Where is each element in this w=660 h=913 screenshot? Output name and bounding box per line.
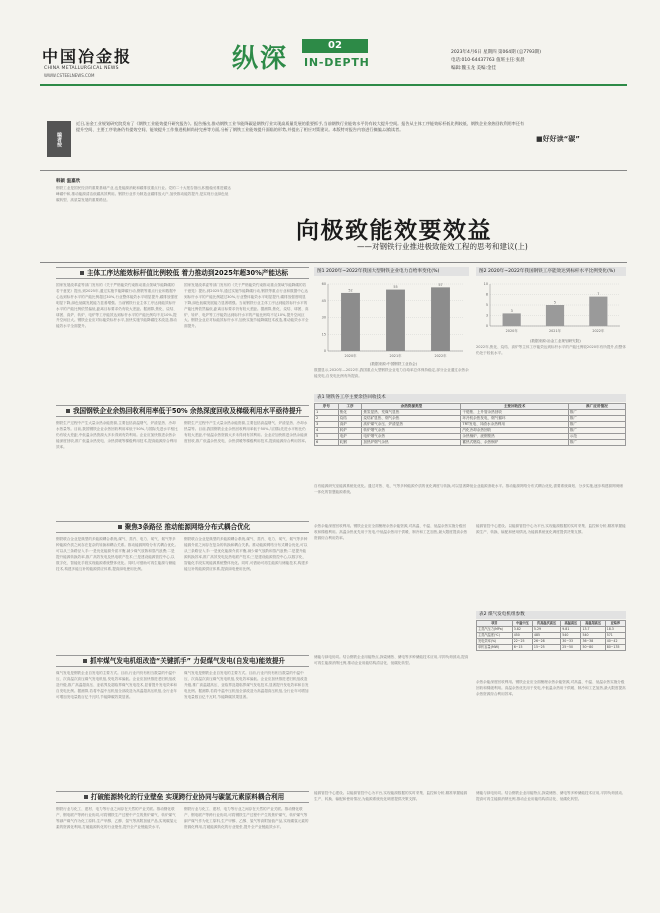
y-tick-label: 45 — [321, 298, 326, 303]
table-cell: 40~42 — [605, 639, 625, 645]
table-cell: 示范 — [568, 434, 625, 440]
table-cell: 蓄热式燃烧、余热锅炉 — [461, 440, 568, 446]
section-body-5a: 钢铁行业与化工、建材、电力等行业之间存在天然的产业关联。推动钢化联产、钢电联产等跨行业协同,可将钢铁生产过程中产生的焦炉煤气、转炉煤气等副产煤气作为化工原料,生产甲醇、乙醇、氢气等高附加值产品,实现碳氢元素的资源化利用,打破能源转化的行业壁垒,提升全产业链能效水平。 — [56, 807, 177, 829]
chart1-caption: 图1 2020年~2022年我国大型钢铁企业电力自给率变化(%) — [314, 267, 469, 276]
data-label: 55 — [393, 285, 398, 290]
table-cell: 电炉烟气余热 — [362, 434, 461, 440]
table-cell: 25~50 — [561, 645, 581, 651]
table1-header-cell: 工序 — [338, 404, 362, 410]
table-cell: 推广 — [568, 428, 625, 434]
table-cell: 50~80 — [581, 645, 605, 651]
section-body-3a: 钢铁联合企业是典型的多能源耦合系统,煤气、蒸汽、电力、氧气、氮气等多种能源介质之间存在复杂的转换和耦合关系。推动能源网络分布式耦合优化,可以从三条路径入手:一是优化能源介质平衡,减少煤气放散和蒸汽浪费;二是提升能源转换效率,推广高效发电及热电联产技术;三是建设能源管控中心,以数字化、智能化手段实现能源系统整体优化。同时,可借助可再生能源与储能技术,构建多能互补的能源供应体系,提高绿电使用比例。 — [56, 537, 176, 571]
table-cell: 推广 — [568, 440, 625, 446]
table-cell: 焦炭显热、荒煤气显热 — [362, 410, 461, 416]
x-tick-label: 2022年 — [592, 329, 605, 333]
table-cell: 高炉煤气余压、炉渣显热 — [362, 422, 461, 428]
bar — [431, 287, 450, 351]
y-tick-label: 10 — [483, 282, 488, 287]
byline: 韩颖 温嘉欣 — [56, 179, 81, 184]
section-heading-4 — [56, 655, 309, 667]
table-cell: 485 — [532, 633, 560, 639]
data-label: 3 — [510, 308, 513, 313]
section-heading-4-text: 抓牢煤气发电机组改造“关键抓手” 力促煤气发电(自发电)能效提升 — [89, 657, 286, 665]
editor-note-text: 近日,冶金工业规划研究院发布了《钢铁工业能效提升研究报告》。报告指出,推动钢铁工业节能降碳是钢铁行业实现高质量发展的重要抓手,当前钢铁行业能效水平仍有较大提升空间。报告从主体工序能效标杆低比例较低、钢铁企业余热回收利用率还有提升空间、主要工序装备仍有提效空间、能效提升工作推进机制尚待完善等方面,分析了钢铁工业能效提升面临的形势,并提出了相应对策建议。本版特对报告内容进行摘编,以飨读者。 — [76, 121, 525, 132]
table-cell: 转炉 — [338, 428, 362, 434]
table-cell: 22~25 — [512, 639, 532, 645]
table2-header-cell: 亚临界 — [605, 621, 625, 627]
editor-note-label: 编者按 — [47, 121, 71, 157]
data-label: 5 — [553, 300, 557, 305]
bar — [503, 313, 521, 326]
bar — [589, 297, 607, 326]
table-cell: 15~25 — [532, 645, 560, 651]
section-heading-5-text: 打破能源转化的行业壁垒 实现跨行业协同与碳氢元素原料耦合利用 — [90, 793, 285, 801]
section-heading-3-text: 聚焦3条路径 推动能源网络分布式耦合优化 — [124, 523, 251, 531]
table-cell: 3 — [315, 422, 339, 428]
chart2-description: 2022年,焦化、烧结、高炉等主体工序能效达到标杆水平的产能比例较2020年有所提升,但整体仍处于较低水平。 — [476, 345, 626, 355]
table1-header-cell: 序号 — [315, 404, 339, 410]
right-column-text-1: 余热余能深度回收利用。钢铁企业应全面梳理余热余能资源,对高温、中温、低温余热实施分级回收和梯级利用。高温余热优先用于发电,中低温余热用于供暖、制冷和工艺加热,最大限度提高余热资源综合利用效率。 — [314, 524, 468, 540]
table-cell: 4 — [315, 428, 339, 434]
data-label: 7 — [597, 292, 600, 297]
table-cell: 烧结 — [338, 416, 362, 422]
table1-followup-text: 自有能源研究室能源系统化优化。通过对热、电、气等多种能源介质的优化调度与转换,可以显著降低企业能源消耗水平。推动能源网络分布式耦合优化,需要系统谋划、分步实施,逐步构建源网荷储一体化的智慧能源系统。 — [314, 484, 623, 494]
table-cell: 571 — [605, 633, 625, 639]
table-cell: 推广 — [568, 422, 625, 428]
y-tick-label: 30 — [321, 315, 326, 320]
contact-line: 电话:010-64437763 值班主任:张晨 — [451, 58, 525, 63]
table-cell: 13.7 — [581, 627, 605, 633]
table-row — [315, 440, 626, 446]
section-body-4a: 煤气发电是钢铁企业自发电的主要方式。目前,行业内仍有相当数量的中温中压、次高温次高压煤气发电机组,发电效率偏低。企业应加快推进老旧机组改造升级,推广高温超高压、亚临界及超临界煤气发电技术,显著提升发电效率和自发电比例。据测算,若将中温中压机组全部改造为高温超高压机组,全行业年可增加发电量数百亿千瓦时,节能降碳效果显著。 — [56, 671, 177, 699]
section-heading-3 — [56, 521, 309, 533]
section-body-5b: 钢铁行业与化工、建材、电力等行业之间存在天然的产业关联。推动钢化联产、钢电联产等跨行业协同,可将钢铁生产过程中产生的焦炉煤气、转炉煤气等副产煤气作为化工原料,生产甲醇、乙醇、氢气等高附加值产品,实现碳氢元素的资源化利用,打破能源转化的行业壁垒,提升全产业链能效水平。 — [184, 807, 309, 829]
table-cell: 1 — [315, 410, 339, 416]
chart2-note: (数据来源:冶金工业规划研究院) — [530, 339, 581, 343]
section-body-3b: 钢铁联合企业是典型的多能源耦合系统,煤气、蒸汽、电力、氧气、氮气等多种能源介质之间存在复杂的转换和耦合关系。推动能源网络分布式耦合优化,可以从三条路径入手:一是优化能源介质平衡,减少煤气放散和蒸汽浪费;二是提升能源转换效率,推广高效发电及热电联产技术;三是建设能源管控中心,以数字化、智能化手段实现能源系统整体优化。同时,可借助可再生能源与储能技术,构建多能互补的能源供应体系,提高绿电使用比例。 — [184, 537, 309, 571]
section-body-1b: 国家发展改革委等部门发布的《关于严格能效约束推动重点领域节能降碳的若干意见》提出,到2025年,通过实施节能降碳行动,钢铁等重点行业和数据中心达到标杆水平的产能比例超过30%,行业整体能效水平明显提升,碳排放强度明显下降,绿色低碳发展能力显著增强。当前钢铁行业主体工序达到能效标杆水平的产能比例依然偏低,距离目标要求仍有较大差距。据测算,焦化、烧结、球团、高炉、转炉、电炉等工序能效达到标杆水平的产能比例均不足10%,提升空间巨大。钢铁企业应对标能效标杆水平,加快实施节能降碳技术改造,推动能效水平全面提升。 — [184, 283, 309, 329]
section-heading-5 — [56, 791, 309, 803]
table-cell: 3.82 — [512, 627, 532, 633]
bar — [546, 305, 564, 326]
page-number-box: 02 — [302, 39, 368, 53]
section-title-cn: 纵深 — [232, 44, 289, 74]
table-cell: 汽化冷却余热回收 — [461, 428, 568, 434]
section-heading-2-text: 我国钢铁企业余热回收利用率低于50% 余热深度回收及梯级利用水平亟待提升 — [72, 407, 303, 415]
table-cell: 干熄焦、上升管余热回收 — [461, 410, 568, 416]
x-tick-label: 2022年 — [434, 354, 447, 358]
website-url: WWW.CSTEELNEWS.COM — [44, 73, 95, 78]
chart1-description: 数据显示,2020年—2022年,我国重点大型钢铁企业电力自给率总体保持稳定,部分企业通过余热余能发电,自发电比例有所提高。 — [314, 368, 469, 378]
table2-header-cell: 中温中压 — [512, 621, 532, 627]
table-cell: 9.81 — [561, 627, 581, 633]
date-line: 2023年4月6日 星期四 第064期 (总7793期) — [451, 50, 542, 55]
table-cell: 5 — [315, 434, 339, 440]
table2 — [476, 620, 626, 651]
table-cell: 加热炉烟气余热 — [362, 440, 461, 446]
right-column-text-5: 能源管控中心建设。以能源管控中心为平台,实现能源数据的实时采集、监控和分析,精准掌握能源生产、转换、输配和使用情况,为能源系统优化调度提供决策支撑。 — [314, 791, 468, 801]
section-heading-2 — [56, 405, 309, 417]
table2-header-cell: 项目 — [477, 621, 513, 627]
section-heading-1-text: 主体工序达能效标杆值比例较低 着力推动到2025年超30%产能达标 — [86, 269, 289, 277]
table-cell: 540 — [581, 633, 605, 639]
table-cell: TRT发电、冲渣水余热利用 — [461, 422, 568, 428]
table2-header-cell: 次高温次高压 — [532, 621, 560, 627]
table-cell: 单机容量(MW) — [477, 645, 513, 651]
editor-line: 编辑:魏玉龙 美编:金佳 — [451, 66, 496, 71]
y-tick-label: 5 — [485, 303, 488, 308]
subheadline: ——对钢铁行业推进极致能效工程的思考和建议(上) — [357, 242, 528, 251]
section-body-1a: 国家发展改革委等部门发布的《关于严格能效约束推动重点领域节能降碳的若干意见》提出,到2025年,通过实施节能降碳行动,钢铁等重点行业和数据中心达到标杆水平的产能比例超过30%,行业整体能效水平明显提升,碳排放强度明显下降,绿色低碳发展能力显著增强。当前钢铁行业主体工序达到能效标杆水平的产能比例依然偏低,距离目标要求仍有较大差距。据测算,焦化、烧结、球团、高炉、转炉、电炉等工序能效达到标杆水平的产能比例均不足10%,提升空间巨大。钢铁企业应对标能效标杆水平,加快实施节能降碳技术改造,推动能效水平全面提升。 — [56, 283, 178, 329]
table-cell: 6 — [315, 440, 339, 446]
right-column-text-6: 储能与绿电协同。结合钢铁企业用能特点,探索储热、储电等多种储能技术应用,平抑负荷波动,提高可再生能源消纳比例,推动企业用能结构清洁化、低碳化转型。 — [476, 791, 624, 801]
x-tick-label: 2020年 — [505, 329, 518, 333]
intro-paragraph: 钢铁工业是国民经济的重要基础产业,也是能源消耗和碳排放重点行业。党的二十大报告指出,积极稳妥推进碳达峰碳中和,推动能源清洁低碳高效利用。钢铁行业作为制造业碳排放大户,加快推动能效提升,是实现行业绿色低碳转型、高质量发展的重要路径。 — [56, 186, 231, 202]
table-cell: 2 — [315, 416, 339, 422]
section-body-2a: 钢铁生产过程中产生大量余热余能资源,主要包括高温烟气、炉渣显热、冷却水热量等。目前,我国钢铁企业余热回收利用率低于50%,与国际先进水平相比仍有较大差距,中低温余热资源大多未得到有效利用。企业应加快推进余热余能深度回收,推广低温余热发电、余热供暖等梯级利用技术,提高能源综合利用效率。 — [56, 421, 178, 449]
table-cell: 5.29 — [532, 627, 560, 633]
masthead-rule — [40, 84, 627, 86]
x-tick-label: 2020年 — [344, 354, 357, 358]
table-row — [477, 645, 626, 651]
table-cell: 30~33 — [561, 639, 581, 645]
table-cell: 余热锅炉、废钢预热 — [461, 434, 568, 440]
note-rule — [40, 170, 627, 171]
table-cell: 电炉 — [338, 434, 362, 440]
table-cell: 18.3 — [605, 627, 625, 633]
section-body-2b: 钢铁生产过程中产生大量余热余能资源,主要包括高温烟气、炉渣显热、冷却水热量等。目前,我国钢铁企业余热回收利用率低于50%,与国际先进水平相比仍有较大差距,中低温余热资源大多未得到有效利用。企业应加快推进余热余能深度回收,推广低温余热发电、余热供暖等梯级利用技术,提高能源综合利用效率。 — [184, 421, 309, 443]
table1-header-cell: 主要回收技术 — [461, 404, 568, 410]
table2-header-cell: 高温高压 — [561, 621, 581, 627]
table-cell: 主蒸汽温度(℃) — [477, 633, 513, 639]
table-cell: 轧钢 — [338, 440, 362, 446]
newspaper-logo-en: CHINA METALLURGICAL NEWS — [44, 66, 119, 71]
section-title-en: IN-DEPTH — [304, 56, 370, 69]
y-tick-label: 60 — [321, 282, 326, 287]
table-cell: 主蒸汽压力(MPa) — [477, 627, 513, 633]
right-column-text-3: 储能与绿电协同。结合钢铁企业用能特点,探索储热、储电等多种储能技术应用,平抑负荷波动,提高可再生能源消纳比例,推动企业用能结构清洁化、低碳化转型。 — [314, 655, 469, 665]
table-cell: 6~15 — [512, 645, 532, 651]
table-cell: 高炉 — [338, 422, 362, 428]
table-cell: 推广 — [568, 416, 625, 422]
table-cell: 80~135 — [605, 645, 625, 651]
y-tick-label: 0 — [323, 349, 326, 354]
headline: 向极致能效要效益 — [296, 218, 492, 244]
table1-header-cell: 余热资源类型 — [362, 404, 461, 410]
chart1-svg — [314, 278, 469, 363]
bar — [386, 290, 405, 351]
chart2-caption: 图2 2020年~2022年我国钢铁工序能效达到标杆水平比例变化(%) — [476, 267, 626, 276]
table1-caption: 表1 钢铁各工序主要余热回收技术 — [314, 394, 626, 402]
chart1-note: (数据来源:中国钢铁工业协会) — [370, 362, 418, 366]
data-label: 52 — [348, 288, 353, 293]
right-column-text-4: 余热余能深度回收利用。钢铁企业应全面梳理余热余能资源,对高温、中温、低温余热实施分级回收和梯级利用。高温余热优先用于发电,中低温余热用于供暖、制冷和工艺加热,最大限度提高余热资源综合利用效率。 — [476, 680, 626, 696]
section-body-4b: 煤气发电是钢铁企业自发电的主要方式。目前,行业内仍有相当数量的中温中压、次高温次高压煤气发电机组,发电效率偏低。企业应加快推进老旧机组改造升级,推广高温超高压、亚临界及超临界煤气发电技术,显著提升发电效率和自发电比例。据测算,若将中温中压机组全部改造为高温超高压机组,全行业年可增加发电量数百亿千瓦时,节能降碳效果显著。 — [184, 671, 309, 699]
table-cell: 450 — [512, 633, 532, 639]
table-cell: 26~28 — [532, 639, 560, 645]
data-label: 57 — [438, 282, 443, 287]
table-cell: 发电效率(%) — [477, 639, 513, 645]
newspaper-logo: 中国冶金报 — [42, 47, 133, 66]
table-cell: 环冷机余热发电、烟气循环 — [461, 416, 568, 422]
table1-header-cell: 推广应用情况 — [568, 404, 625, 410]
table-cell: 36~38 — [581, 639, 605, 645]
y-tick-label: 3 — [485, 313, 488, 318]
section-heading-1 — [56, 267, 309, 279]
table2-header-cell: 高温超高压 — [581, 621, 605, 627]
masthead — [0, 0, 660, 78]
table-cell: 推广 — [568, 410, 625, 416]
x-tick-label: 2021年 — [548, 329, 562, 333]
y-tick-label: 15 — [321, 332, 326, 337]
right-column-text-2: 能源管控中心建设。以能源管控中心为平台,实现能源数据的实时采集、监控和分析,精准掌握能源生产、转换、输配和使用情况,为能源系统优化调度提供决策支撑。 — [476, 524, 626, 534]
table-cell: 540 — [561, 633, 581, 639]
x-tick-label: 2021年 — [389, 354, 402, 358]
table-cell: 焦化 — [338, 410, 362, 416]
table-cell: 烧结矿显热、烟气余热 — [362, 416, 461, 422]
y-tick-label: 8 — [485, 292, 488, 297]
hot-topic-tag[interactable]: ■好好读“碳” — [536, 135, 580, 143]
headline-rule — [40, 262, 627, 263]
y-tick-label: 0 — [485, 324, 488, 329]
chart2-svg — [476, 278, 626, 338]
table2-caption: 表2 煤气发电机组参数 — [476, 611, 626, 619]
table-cell: 转炉烟气余热 — [362, 428, 461, 434]
bar — [341, 293, 360, 351]
table1 — [314, 403, 626, 446]
